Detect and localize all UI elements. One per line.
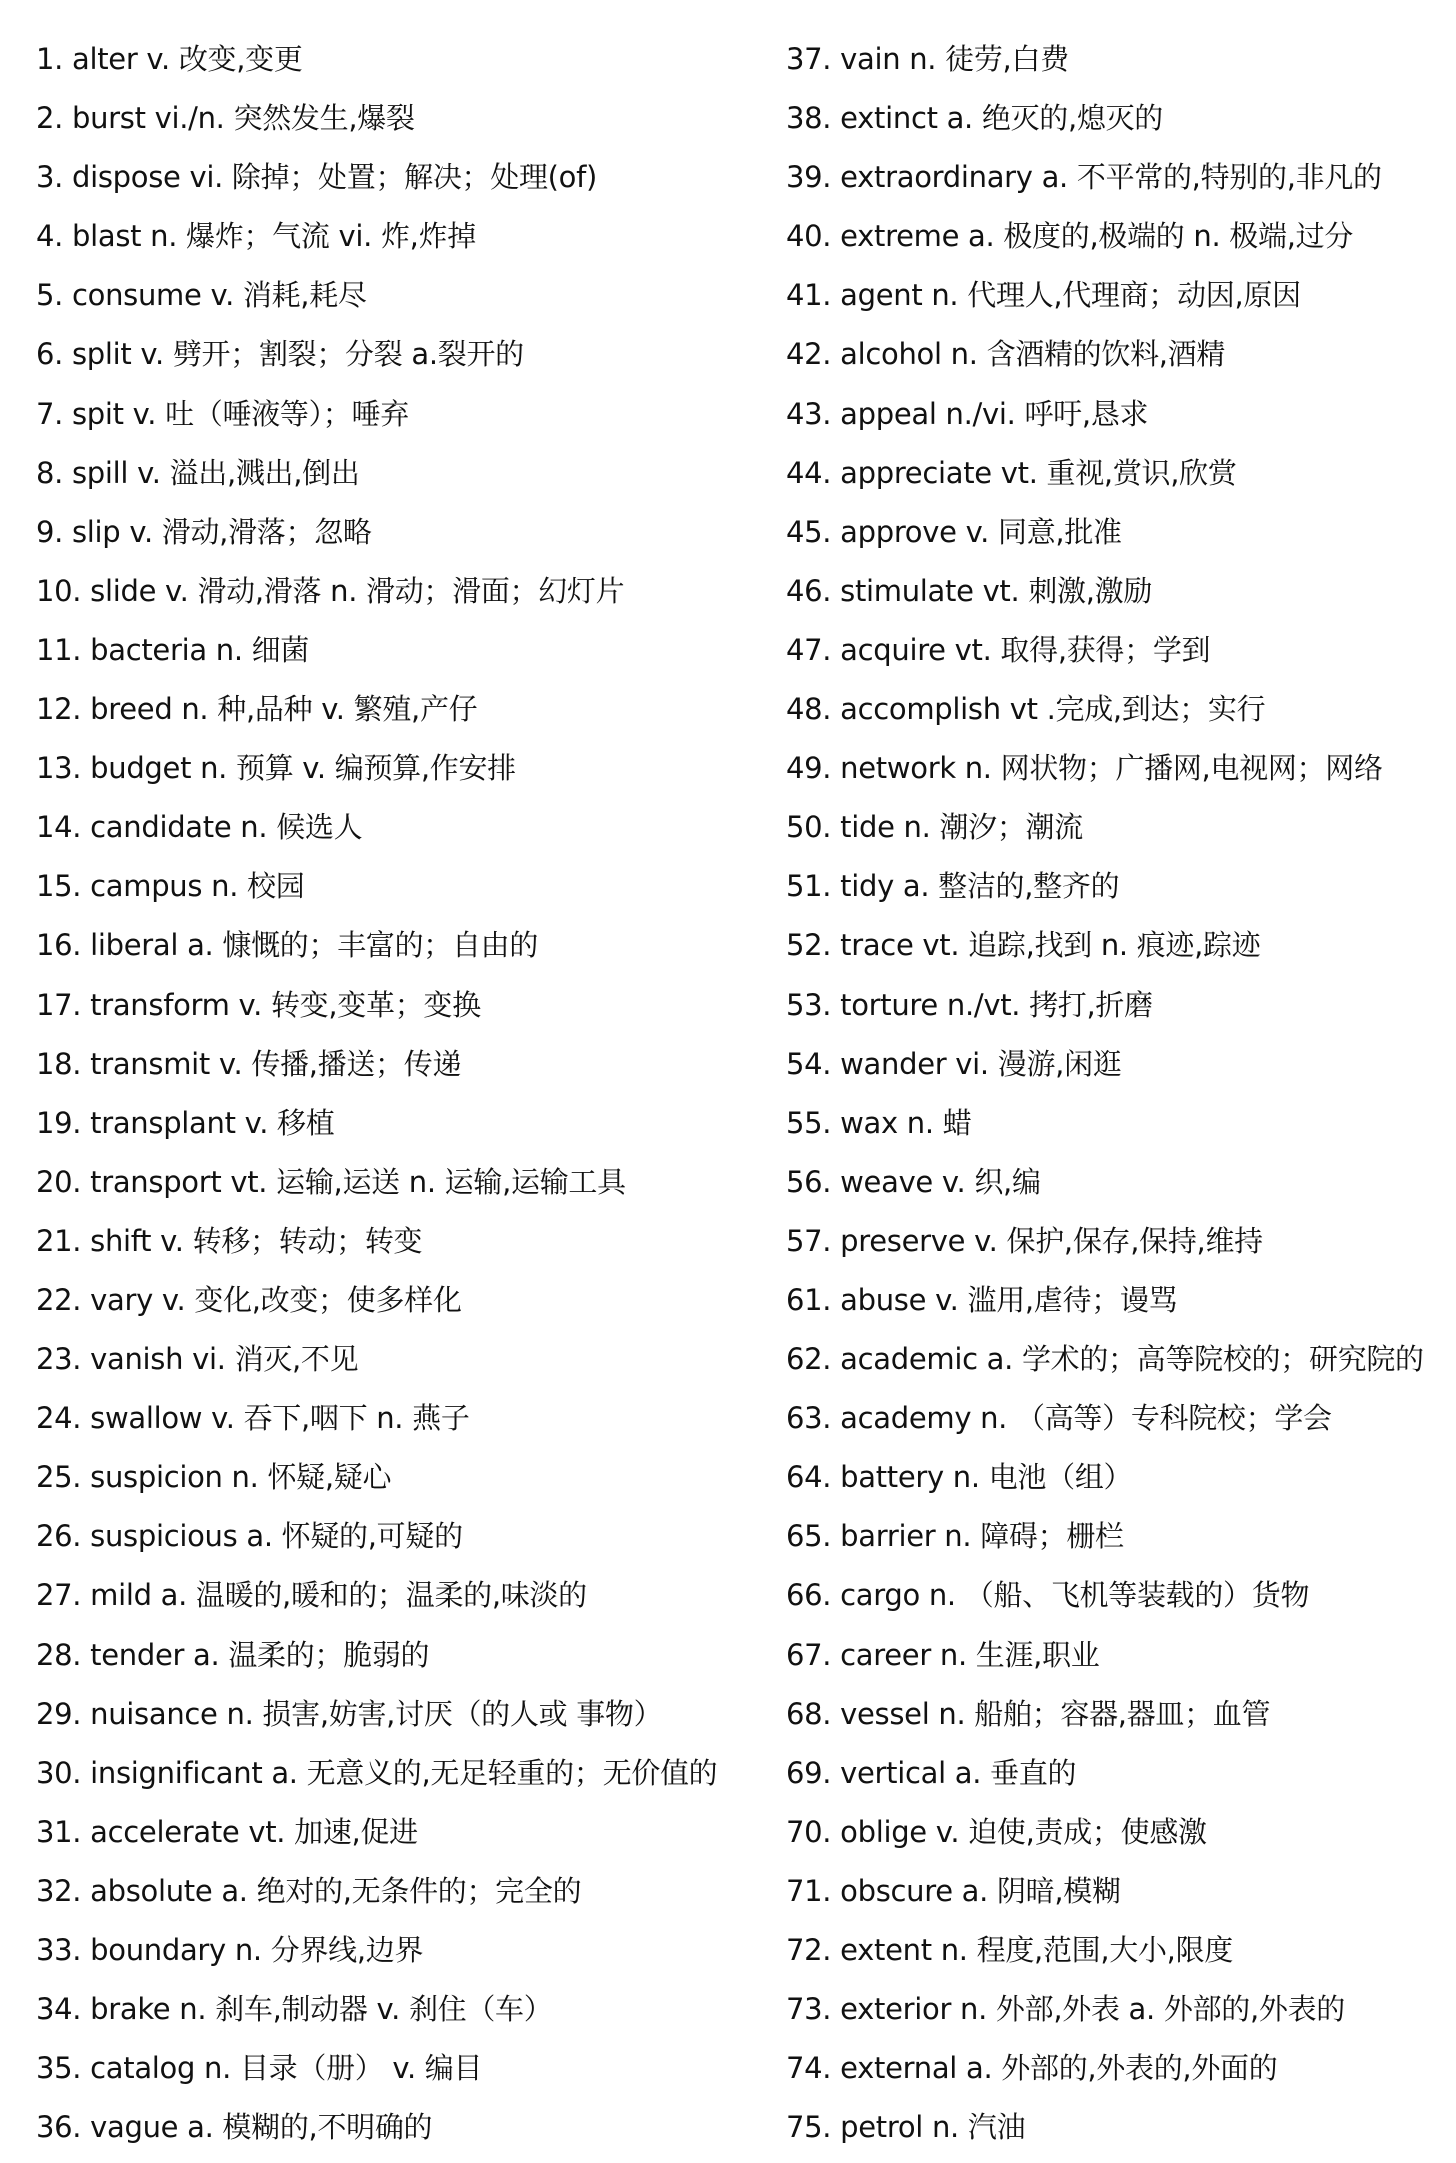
vocabulary-entry: 34. brake n. 刹车,制动器 v. 刹住（车） [36,1992,553,2027]
vocabulary-entry: 53. torture n./vt. 拷打,折磨 [786,987,1153,1022]
vocabulary-entry: 3. dispose vi. 除掉；处置；解决；处理(of) [36,160,598,195]
vocabulary-entry: 68. vessel n. 船舶；容器,器皿；血管 [786,1696,1271,1731]
vocabulary-entry: 26. suspicious a. 怀疑的,可疑的 [36,1519,463,1554]
vocabulary-entry: 29. nuisance n. 损害,妨害,讨厌（的人或 事物） [36,1696,663,1731]
vocabulary-entry: 18. transmit v. 传播,播送；传递 [36,1046,462,1081]
vocabulary-entry: 23. vanish vi. 消灭,不见 [36,1342,359,1377]
vocabulary-entry: 28. tender a. 温柔的；脆弱的 [36,1637,430,1672]
vocabulary-entry: 66. cargo n. （船、飞机等装载的）货物 [786,1578,1310,1613]
vocabulary-entry: 37. vain n. 徒劳,白费 [786,42,1069,76]
vocabulary-entry: 9. slip v. 滑动,滑落；忽略 [36,514,372,549]
vocabulary-entry: 32. absolute a. 绝对的,无条件的；完全的 [36,1873,582,1908]
vocabulary-entry: 71. obscure a. 阴暗,模糊 [786,1873,1121,1908]
vocabulary-entry: 47. acquire vt. 取得,获得；学到 [786,632,1211,667]
vocabulary-entry: 50. tide n. 潮汐；潮流 [786,810,1083,845]
vocabulary-entry: 25. suspicion n. 怀疑,疑心 [36,1460,392,1495]
vocabulary-entry: 73. exterior n. 外部,外表 a. 外部的,外表的 [786,1992,1345,2027]
vocabulary-entry: 41. agent n. 代理人,代理商；动因,原因 [786,278,1301,313]
vocabulary-entry: 31. accelerate vt. 加速,促进 [36,1814,418,1849]
vocabulary-entry: 65. barrier n. 障碍；栅栏 [786,1519,1124,1554]
vocabulary-column-left [36,36,736,2163]
vocabulary-entry: 30. insignificant a. 无意义的,无足轻重的；无价值的 [36,1755,718,1790]
vocabulary-entry: 21. shift v. 转移；转动；转变 [36,1223,423,1258]
vocabulary-entry: 42. alcohol n. 含酒精的饮料,酒精 [786,337,1226,372]
vocabulary-entry: 7. spit v. 吐（唾液等）；唾弃 [36,396,409,431]
vocabulary-entry: 67. career n. 生涯,职业 [786,1637,1100,1672]
vocabulary-entry: 8. spill v. 溢出,溅出,倒出 [36,455,360,490]
vocabulary-entry: 43. appeal n./vi. 呼吁,恳求 [786,396,1149,431]
vocabulary-entry: 74. external a. 外部的,外表的,外面的 [786,2051,1278,2086]
vocabulary-entry: 51. tidy a. 整洁的,整齐的 [786,869,1120,904]
vocabulary-entry: 17. transform v. 转变,变革；变换 [36,987,481,1022]
vocabulary-entry: 55. wax n. 蜡 [786,1105,972,1140]
vocabulary-entry: 62. academic a. 学术的；高等院校的；研究院的 [786,1342,1424,1377]
vocabulary-entry: 57. preserve v. 保护,保存,保持,维持 [786,1223,1263,1258]
vocabulary-entry: 13. budget n. 预算 v. 编预算,作安排 [36,751,516,786]
vocabulary-entry: 49. network n. 网状物；广播网,电视网；网络 [786,751,1383,786]
vocabulary-entry: 11. bacteria n. 细菌 [36,632,310,667]
vocabulary-entry: 10. slide v. 滑动,滑落 n. 滑动；滑面；幻灯片 [36,573,625,608]
vocabulary-entry: 52. trace vt. 追踪,找到 n. 痕迹,踪迹 [786,928,1261,963]
vocabulary-entry: 36. vague a. 模糊的,不明确的 [36,2110,433,2145]
vocabulary-entry: 63. academy n. （高等）专科院校；学会 [786,1401,1332,1436]
vocabulary-entry: 75. petrol n. 汽油 [786,2110,1026,2145]
vocabulary-entry: 39. extraordinary a. 不平常的,特别的,非凡的 [786,160,1382,195]
vocabulary-entry: 27. mild a. 温暖的,暖和的；温柔的,味淡的 [36,1578,587,1613]
vocabulary-entry: 45. approve v. 同意,批准 [786,514,1122,549]
vocabulary-column-right [786,36,1436,2163]
vocabulary-entry: 14. candidate n. 候选人 [36,810,363,845]
vocabulary-entry: 16. liberal a. 慷慨的；丰富的；自由的 [36,928,539,963]
vocabulary-entry: 35. catalog n. 目录（册） v. 编目 [36,2051,483,2086]
vocabulary-entry: 44. appreciate vt. 重视,赏识,欣赏 [786,455,1237,490]
vocabulary-entry: 6. split v. 劈开；割裂；分裂 a.裂开的 [36,337,524,372]
vocabulary-entry: 56. weave v. 织,编 [786,1164,1041,1199]
vocabulary-entry: 70. oblige v. 迫使,责成；使感激 [786,1814,1207,1849]
vocabulary-entry: 12. breed n. 种,品种 v. 繁殖,产仔 [36,692,478,727]
vocabulary-entry: 33. boundary n. 分界线,边界 [36,1933,424,1967]
vocabulary-entry: 22. vary v. 变化,改变；使多样化 [36,1282,462,1317]
vocabulary-entry: 5. consume v. 消耗,耗尽 [36,278,367,313]
vocabulary-entry: 4. blast n. 爆炸；气流 vi. 炸,炸掉 [36,219,476,254]
vocabulary-entry: 38. extinct a. 绝灭的,熄灭的 [786,101,1163,136]
vocabulary-entry: 64. battery n. 电池（组） [786,1460,1133,1495]
vocabulary-entry: 40. extreme a. 极度的,极端的 n. 极端,过分 [786,219,1354,254]
vocabulary-entry: 69. vertical a. 垂直的 [786,1755,1077,1790]
vocabulary-entry: 2. burst vi./n. 突然发生,爆裂 [36,101,415,136]
vocabulary-entry: 54. wander vi. 漫游,闲逛 [786,1046,1122,1081]
vocabulary-entry: 19. transplant v. 移植 [36,1105,335,1140]
vocabulary-entry: 24. swallow v. 吞下,咽下 n. 燕子 [36,1401,470,1436]
vocabulary-entry: 15. campus n. 校园 [36,869,305,904]
vocabulary-entry: 48. accomplish vt .完成,到达；实行 [786,692,1266,727]
vocabulary-entry: 61. abuse v. 滥用,虐待；谩骂 [786,1282,1178,1317]
vocabulary-entry: 46. stimulate vt. 刺激,激励 [786,573,1153,608]
vocabulary-entry: 20. transport vt. 运输,运送 n. 运输,运输工具 [36,1164,626,1199]
vocabulary-entry: 1. alter v. 改变,变更 [36,42,303,76]
vocabulary-entry: 72. extent n. 程度,范围,大小,限度 [786,1933,1233,1967]
